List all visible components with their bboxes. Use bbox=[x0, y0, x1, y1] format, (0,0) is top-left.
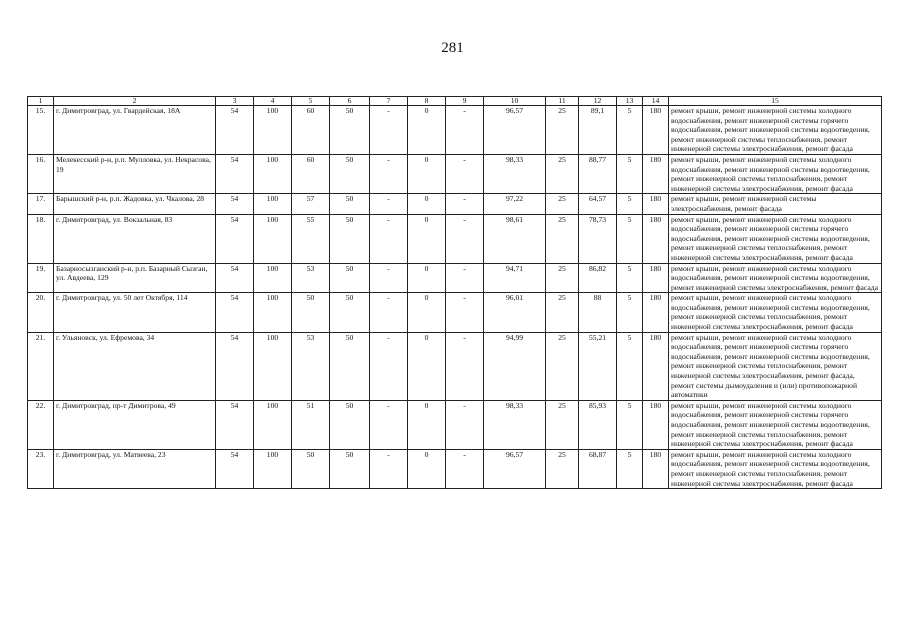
works-cell: ремонт крыши, ремонт инженерной системы холодного водоснабжения, ремонт инженерной системы горячего водоснабжения, ремонт инженерной системы водоотведения, ремонт инженерной системы теплоснабжения, ремонт инженерной системы электроснабжения, ремонт фасада bbox=[669, 106, 882, 155]
value-cell: 0 bbox=[408, 332, 446, 400]
value-cell: 5 bbox=[617, 400, 643, 449]
value-cell: 50 bbox=[330, 106, 370, 155]
value-cell: 86,82 bbox=[579, 263, 617, 293]
value-cell: 5 bbox=[617, 106, 643, 155]
value-cell: 25 bbox=[546, 194, 579, 214]
value-cell: 0 bbox=[408, 263, 446, 293]
value-cell: - bbox=[446, 263, 484, 293]
works-cell: ремонт крыши, ремонт инженерной системы холодного водоснабжения, ремонт инженерной системы водоотведения, ремонт инженерной системы теплоснабжения, ремонт инженерной системы электроснабжения, ремонт фасада bbox=[669, 154, 882, 193]
value-cell: 57 bbox=[292, 194, 330, 214]
value-cell: 96,01 bbox=[484, 293, 546, 332]
address-cell: г. Ульяновск, ул. Ефремова, 34 bbox=[54, 332, 216, 400]
value-cell: - bbox=[370, 154, 408, 193]
value-cell: 180 bbox=[643, 293, 669, 332]
works-cell: ремонт крыши, ремонт инженерной системы холодного водоснабжения, ремонт инженерной системы водоотведения, ремонт инженерной системы электроснабжения, ремонт фасада bbox=[669, 263, 882, 293]
table-row bbox=[28, 293, 882, 332]
table-row bbox=[28, 214, 882, 263]
row-number: 22. bbox=[28, 400, 54, 449]
value-cell: 96,57 bbox=[484, 106, 546, 155]
value-cell: 25 bbox=[546, 400, 579, 449]
value-cell: 0 bbox=[408, 400, 446, 449]
value-cell: 54 bbox=[216, 332, 254, 400]
value-cell: 100 bbox=[254, 400, 292, 449]
column-number-row bbox=[28, 97, 882, 106]
value-cell: 100 bbox=[254, 214, 292, 263]
value-cell: 68,87 bbox=[579, 449, 617, 488]
value-cell: 55 bbox=[292, 214, 330, 263]
value-cell: 50 bbox=[330, 293, 370, 332]
column-header: 8 bbox=[408, 97, 446, 106]
value-cell: 0 bbox=[408, 293, 446, 332]
value-cell: - bbox=[446, 214, 484, 263]
column-header: 11 bbox=[546, 97, 579, 106]
value-cell: 25 bbox=[546, 263, 579, 293]
value-cell: 5 bbox=[617, 332, 643, 400]
value-cell: 51 bbox=[292, 400, 330, 449]
value-cell: 0 bbox=[408, 154, 446, 193]
value-cell: 60 bbox=[292, 154, 330, 193]
value-cell: 50 bbox=[330, 194, 370, 214]
value-cell: 100 bbox=[254, 449, 292, 488]
value-cell: - bbox=[370, 400, 408, 449]
works-cell: ремонт крыши, ремонт инженерной системы электроснабжения, ремонт фасада bbox=[669, 194, 882, 214]
value-cell: - bbox=[446, 332, 484, 400]
value-cell: 25 bbox=[546, 293, 579, 332]
value-cell: 50 bbox=[292, 449, 330, 488]
value-cell: 98,33 bbox=[484, 400, 546, 449]
value-cell: 54 bbox=[216, 293, 254, 332]
value-cell: - bbox=[370, 194, 408, 214]
value-cell: 50 bbox=[330, 154, 370, 193]
value-cell: 55,21 bbox=[579, 332, 617, 400]
column-header: 6 bbox=[330, 97, 370, 106]
value-cell: 94,99 bbox=[484, 332, 546, 400]
value-cell: 54 bbox=[216, 194, 254, 214]
value-cell: 88,77 bbox=[579, 154, 617, 193]
value-cell: 88 bbox=[579, 293, 617, 332]
works-cell: ремонт крыши, ремонт инженерной системы холодного водоснабжения, ремонт инженерной системы горячего водоснабжения, ремонт инженерной системы водоотведения, ремонт инженерной системы теплоснабжения, ремонт инженерной системы электроснабжения, ремонт фасада bbox=[669, 400, 882, 449]
column-header: 10 bbox=[484, 97, 546, 106]
value-cell: 50 bbox=[330, 263, 370, 293]
address-cell: Барышский р-н, р.п. Жадовка, ул. Чкалова, 28 bbox=[54, 194, 216, 214]
value-cell: 100 bbox=[254, 332, 292, 400]
address-cell: Мелекесский р-н, р.п. Мулловка, ул. Некрасова, 19 bbox=[54, 154, 216, 193]
address-cell: г. Димитровград, ул. 50 лет Октября, 114 bbox=[54, 293, 216, 332]
works-cell: ремонт крыши, ремонт инженерной системы холодного водоснабжения, ремонт инженерной системы горячего водоснабжения, ремонт инженерной системы водоотведения, ремонт инженерной системы теплоснабжения, ремонт инженерной системы электроснабжения, ремонт фасада bbox=[669, 214, 882, 263]
works-cell: ремонт крыши, ремонт инженерной системы холодного водоснабжения, ремонт инженерной системы водоотведения, ремонт инженерной системы теплоснабжения, ремонт инженерной системы электроснабжения, ремонт фасада bbox=[669, 449, 882, 488]
column-header: 13 bbox=[617, 97, 643, 106]
address-cell: г. Димитровград, ул. Вокзальная, 83 bbox=[54, 214, 216, 263]
column-header: 14 bbox=[643, 97, 669, 106]
row-number: 16. bbox=[28, 154, 54, 193]
value-cell: 5 bbox=[617, 214, 643, 263]
table-row bbox=[28, 106, 882, 155]
column-header: 3 bbox=[216, 97, 254, 106]
row-number: 20. bbox=[28, 293, 54, 332]
row-number: 19. bbox=[28, 263, 54, 293]
value-cell: 180 bbox=[643, 214, 669, 263]
value-cell: - bbox=[446, 449, 484, 488]
value-cell: 180 bbox=[643, 400, 669, 449]
column-header: 5 bbox=[292, 97, 330, 106]
value-cell: - bbox=[370, 106, 408, 155]
value-cell: 180 bbox=[643, 332, 669, 400]
value-cell: 5 bbox=[617, 449, 643, 488]
value-cell: 54 bbox=[216, 449, 254, 488]
value-cell: 98,33 bbox=[484, 154, 546, 193]
value-cell: 85,93 bbox=[579, 400, 617, 449]
value-cell: 0 bbox=[408, 449, 446, 488]
value-cell: - bbox=[446, 106, 484, 155]
value-cell: 54 bbox=[216, 400, 254, 449]
value-cell: 96,57 bbox=[484, 449, 546, 488]
value-cell: 50 bbox=[330, 214, 370, 263]
row-number: 15. bbox=[28, 106, 54, 155]
value-cell: 25 bbox=[546, 154, 579, 193]
value-cell: 100 bbox=[254, 106, 292, 155]
value-cell: 60 bbox=[292, 106, 330, 155]
value-cell: 54 bbox=[216, 106, 254, 155]
value-cell: 50 bbox=[292, 293, 330, 332]
works-cell: ремонт крыши, ремонт инженерной системы холодного водоснабжения, ремонт инженерной системы горячего водоснабжения, ремонт инженерной системы водоотведения, ремонт инженерной системы теплоснабжения, ремонт инженерной системы электроснабжения, ремонт фасада, ремонт системы дымоудаления и (или) противопожарной автоматики bbox=[669, 332, 882, 400]
value-cell: 78,73 bbox=[579, 214, 617, 263]
value-cell: - bbox=[370, 214, 408, 263]
value-cell: 54 bbox=[216, 214, 254, 263]
value-cell: - bbox=[446, 400, 484, 449]
value-cell: 25 bbox=[546, 332, 579, 400]
value-cell: 54 bbox=[216, 263, 254, 293]
value-cell: 53 bbox=[292, 263, 330, 293]
row-number: 17. bbox=[28, 194, 54, 214]
column-header: 12 bbox=[579, 97, 617, 106]
column-header: 7 bbox=[370, 97, 408, 106]
table-row bbox=[28, 263, 882, 293]
value-cell: - bbox=[446, 194, 484, 214]
value-cell: - bbox=[446, 154, 484, 193]
value-cell: 50 bbox=[330, 332, 370, 400]
value-cell: 94,71 bbox=[484, 263, 546, 293]
address-cell: Базарносызганский р-н, р.п. Базарный Сызган, ул. Авдеева, 129 bbox=[54, 263, 216, 293]
address-cell: г. Димитровград, ул. Гвардейская, 18А bbox=[54, 106, 216, 155]
table-row bbox=[28, 332, 882, 400]
value-cell: - bbox=[370, 293, 408, 332]
value-cell: - bbox=[446, 293, 484, 332]
works-cell: ремонт крыши, ремонт инженерной системы холодного водоснабжения, ремонт инженерной системы водоотведения, ремонт инженерной системы теплоснабжения, ремонт инженерной системы электроснабжения, ремонт фасада bbox=[669, 293, 882, 332]
value-cell: 100 bbox=[254, 154, 292, 193]
value-cell: 180 bbox=[643, 194, 669, 214]
row-number: 23. bbox=[28, 449, 54, 488]
value-cell: 100 bbox=[254, 263, 292, 293]
value-cell: 0 bbox=[408, 106, 446, 155]
value-cell: 89,1 bbox=[579, 106, 617, 155]
column-header: 4 bbox=[254, 97, 292, 106]
value-cell: - bbox=[370, 332, 408, 400]
table-row bbox=[28, 449, 882, 488]
value-cell: 5 bbox=[617, 194, 643, 214]
value-cell: 64,57 bbox=[579, 194, 617, 214]
column-header: 1 bbox=[28, 97, 54, 106]
column-header: 15 bbox=[669, 97, 882, 106]
value-cell: - bbox=[370, 263, 408, 293]
value-cell: 50 bbox=[330, 400, 370, 449]
value-cell: 54 bbox=[216, 154, 254, 193]
value-cell: 98,61 bbox=[484, 214, 546, 263]
value-cell: - bbox=[370, 449, 408, 488]
value-cell: 5 bbox=[617, 154, 643, 193]
value-cell: 0 bbox=[408, 214, 446, 263]
column-header: 9 bbox=[446, 97, 484, 106]
value-cell: 25 bbox=[546, 214, 579, 263]
value-cell: 180 bbox=[643, 449, 669, 488]
value-cell: 180 bbox=[643, 106, 669, 155]
value-cell: 180 bbox=[643, 154, 669, 193]
value-cell: 180 bbox=[643, 263, 669, 293]
value-cell: 5 bbox=[617, 263, 643, 293]
row-number: 21. bbox=[28, 332, 54, 400]
table-row bbox=[28, 400, 882, 449]
row-number: 18. bbox=[28, 214, 54, 263]
value-cell: 100 bbox=[254, 293, 292, 332]
address-cell: г. Димитровград, ул. Матвеева, 23 bbox=[54, 449, 216, 488]
value-cell: 100 bbox=[254, 194, 292, 214]
table-row bbox=[28, 194, 882, 214]
column-header: 2 bbox=[54, 97, 216, 106]
value-cell: 97,22 bbox=[484, 194, 546, 214]
value-cell: 53 bbox=[292, 332, 330, 400]
value-cell: 5 bbox=[617, 293, 643, 332]
value-cell: 25 bbox=[546, 106, 579, 155]
value-cell: 25 bbox=[546, 449, 579, 488]
value-cell: 0 bbox=[408, 194, 446, 214]
table-row bbox=[28, 154, 882, 193]
address-cell: г. Димитровград, пр-т Димитрова, 49 bbox=[54, 400, 216, 449]
registry-table bbox=[27, 96, 882, 489]
page-number: 281 bbox=[441, 40, 464, 56]
value-cell: 50 bbox=[330, 449, 370, 488]
